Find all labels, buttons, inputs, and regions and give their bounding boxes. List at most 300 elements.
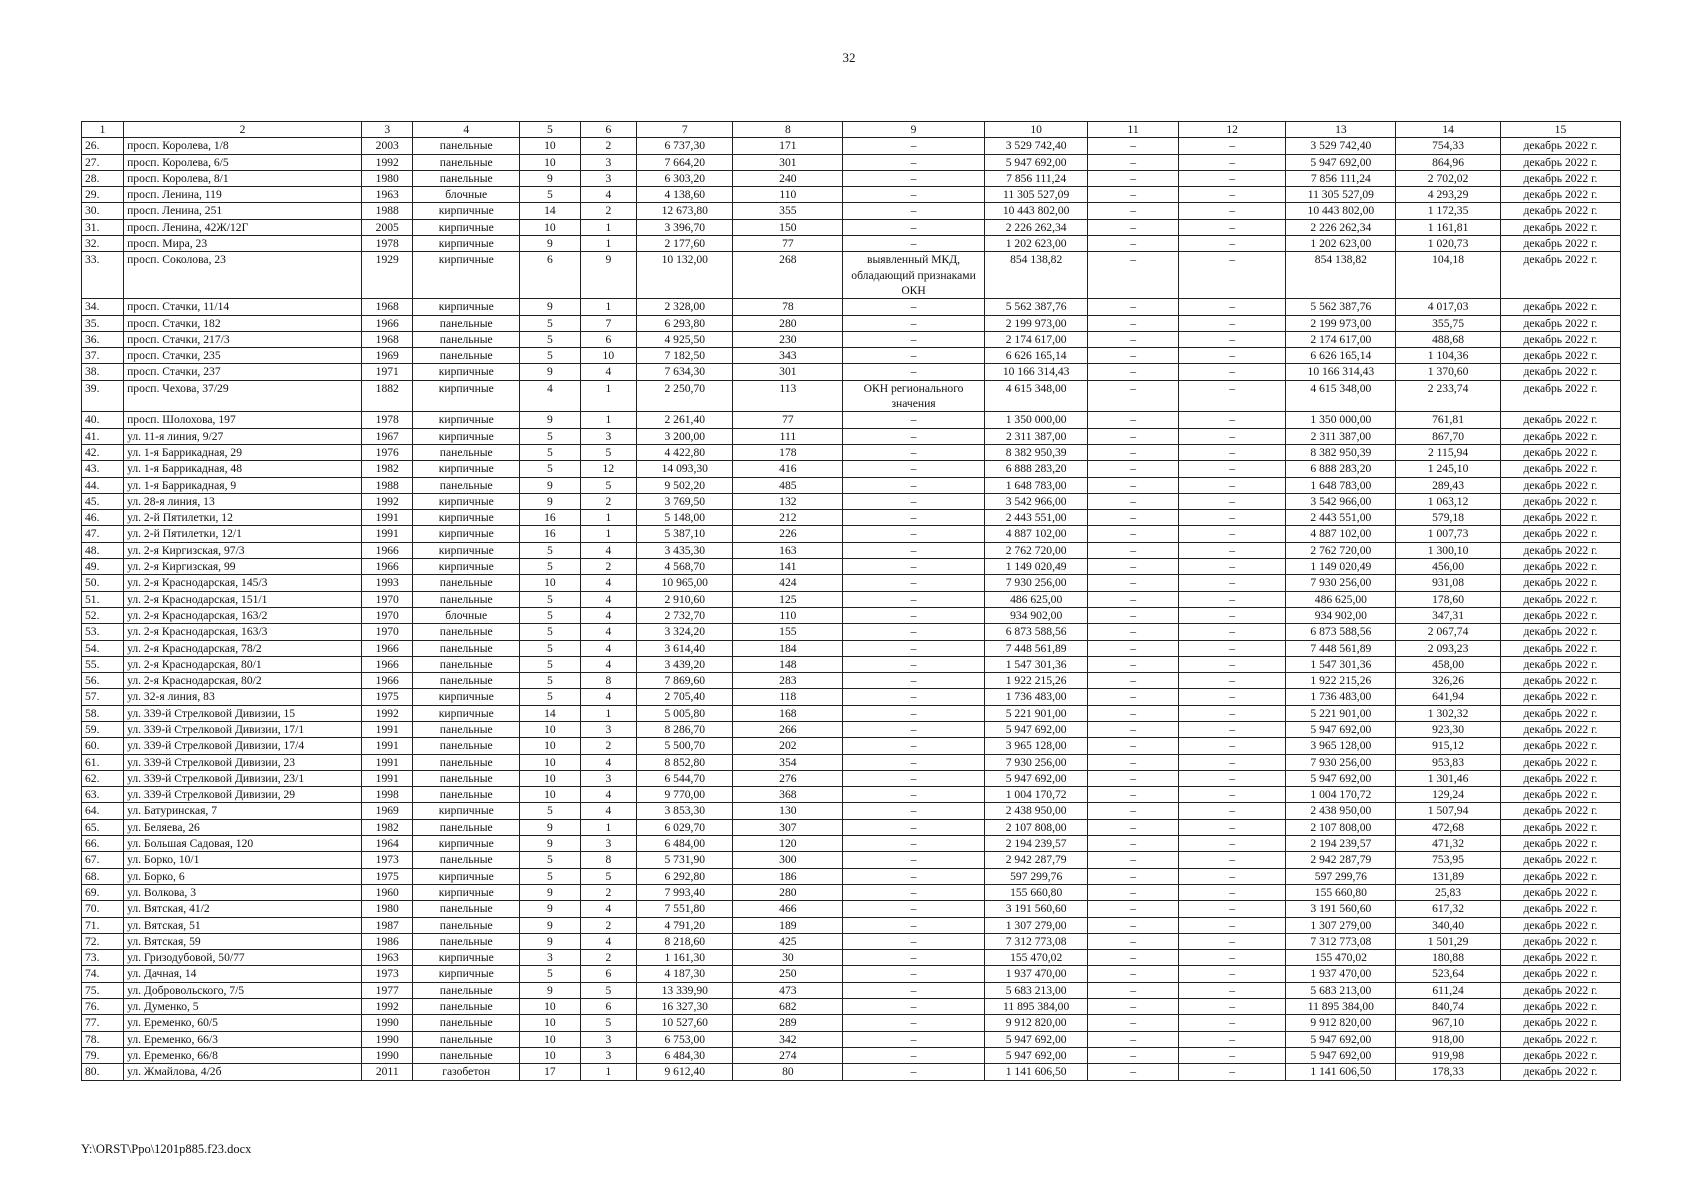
table-cell: 186 bbox=[733, 868, 843, 884]
table-cell: 5 947 692,00 bbox=[1286, 1031, 1396, 1047]
footer-file-path: Y:\ORST\Ppo\1201p885.f23.docx bbox=[81, 1142, 252, 1156]
table-cell: 70. bbox=[82, 901, 124, 917]
table-cell: 2 093,23 bbox=[1396, 640, 1501, 656]
table-cell: декабрь 2022 г. bbox=[1500, 1031, 1620, 1047]
table-row bbox=[82, 999, 1621, 1015]
table-cell: 77 bbox=[733, 412, 843, 428]
table-cell: – bbox=[1088, 770, 1178, 786]
table-cell: 307 bbox=[733, 819, 843, 835]
table-cell: 1 bbox=[580, 380, 636, 412]
table-cell: панельные bbox=[413, 1015, 520, 1031]
table-cell: – bbox=[1088, 493, 1178, 509]
table-cell: панельные bbox=[413, 754, 520, 770]
table-cell: 78. bbox=[82, 1031, 124, 1047]
table-cell: – bbox=[1088, 299, 1178, 315]
table-cell: 5 bbox=[520, 640, 581, 656]
table-cell: 9 bbox=[520, 493, 581, 509]
table-cell: 579,18 bbox=[1396, 510, 1501, 526]
table-cell: 6 bbox=[580, 966, 636, 982]
table-cell: 32. bbox=[82, 236, 124, 252]
table-cell: 1966 bbox=[362, 640, 413, 656]
table-cell: 1969 bbox=[362, 348, 413, 364]
table-cell: 1 736 483,00 bbox=[1286, 689, 1396, 705]
table-cell: 3 396,70 bbox=[637, 219, 733, 235]
table-cell: 2 702,02 bbox=[1396, 170, 1501, 186]
table-row bbox=[82, 640, 1621, 656]
table-cell: – bbox=[1178, 444, 1286, 460]
table-row bbox=[82, 526, 1621, 542]
table-cell: – bbox=[1088, 591, 1178, 607]
table-cell: 1 350 000,00 bbox=[984, 412, 1088, 428]
table-cell: декабрь 2022 г. bbox=[1500, 364, 1620, 380]
table-cell: 1978 bbox=[362, 412, 413, 428]
table-cell: – bbox=[1088, 236, 1178, 252]
table-cell: – bbox=[1178, 219, 1286, 235]
column-number: 5 bbox=[520, 122, 581, 138]
table-cell: 9 bbox=[520, 933, 581, 949]
table-cell: ул. 2-я Краснодарская, 78/2 bbox=[124, 640, 362, 656]
table-cell: 6 bbox=[580, 331, 636, 347]
table-cell: 7 312 773,08 bbox=[984, 933, 1088, 949]
table-cell: 2 bbox=[580, 203, 636, 219]
table-cell: 4 bbox=[580, 624, 636, 640]
table-cell: 79. bbox=[82, 1047, 124, 1063]
table-row bbox=[82, 510, 1621, 526]
table-cell: 71. bbox=[82, 917, 124, 933]
table-cell: – bbox=[1178, 493, 1286, 509]
table-cell: 6 029,70 bbox=[637, 819, 733, 835]
table-cell: – bbox=[843, 510, 985, 526]
table-cell: 867,70 bbox=[1396, 428, 1501, 444]
table-cell: 3 769,50 bbox=[637, 493, 733, 509]
table-cell: ул. 2-я Краснодарская, 145/3 bbox=[124, 575, 362, 591]
table-cell: 74. bbox=[82, 966, 124, 982]
table-cell: 6 873 588,56 bbox=[1286, 624, 1396, 640]
table-cell: 16 327,30 bbox=[637, 999, 733, 1015]
table-cell: 34. bbox=[82, 299, 124, 315]
table-cell: 919,98 bbox=[1396, 1047, 1501, 1063]
table-cell: ул. Еременко, 66/3 bbox=[124, 1031, 362, 1047]
table-cell: 354 bbox=[733, 754, 843, 770]
table-cell: ул. 2-й Пятилетки, 12/1 bbox=[124, 526, 362, 542]
table-cell: – bbox=[843, 999, 985, 1015]
table-cell: 10 bbox=[520, 154, 581, 170]
table-cell: декабрь 2022 г. bbox=[1500, 673, 1620, 689]
table-cell: 2 705,40 bbox=[637, 689, 733, 705]
table-cell: 4 791,20 bbox=[637, 917, 733, 933]
table-cell: 4 017,03 bbox=[1396, 299, 1501, 315]
table-cell: 1966 bbox=[362, 315, 413, 331]
table-cell: 76. bbox=[82, 999, 124, 1015]
table-cell: – bbox=[1178, 299, 1286, 315]
table-cell: 3 bbox=[580, 836, 636, 852]
table-cell: 6 484,30 bbox=[637, 1047, 733, 1063]
table-cell: – bbox=[1088, 477, 1178, 493]
table-cell: 1966 bbox=[362, 559, 413, 575]
table-cell: 10 965,00 bbox=[637, 575, 733, 591]
table-cell: 9 bbox=[580, 252, 636, 299]
table-row bbox=[82, 170, 1621, 186]
table-cell: 8 852,80 bbox=[637, 754, 733, 770]
table-cell: 2 762 720,00 bbox=[1286, 542, 1396, 558]
table-cell: 202 bbox=[733, 738, 843, 754]
table-cell: 4 925,50 bbox=[637, 331, 733, 347]
table-cell: 110 bbox=[733, 607, 843, 623]
table-cell: – bbox=[1088, 852, 1178, 868]
table-cell: 1 648 783,00 bbox=[984, 477, 1088, 493]
column-number: 14 bbox=[1396, 122, 1501, 138]
column-number: 12 bbox=[1178, 122, 1286, 138]
table-cell: 5 bbox=[520, 428, 581, 444]
table-cell: 8 218,60 bbox=[637, 933, 733, 949]
table-cell: 5 bbox=[520, 852, 581, 868]
table-cell: 4 187,30 bbox=[637, 966, 733, 982]
table-cell: 168 bbox=[733, 705, 843, 721]
table-cell: – bbox=[843, 477, 985, 493]
table-cell: – bbox=[1178, 787, 1286, 803]
column-number: 3 bbox=[362, 122, 413, 138]
table-cell: декабрь 2022 г. bbox=[1500, 901, 1620, 917]
table-cell: 1960 bbox=[362, 884, 413, 900]
table-cell: – bbox=[843, 933, 985, 949]
table-cell: – bbox=[843, 219, 985, 235]
table-cell: 1978 bbox=[362, 236, 413, 252]
table-cell: 10 bbox=[520, 575, 581, 591]
table-cell: 1973 bbox=[362, 852, 413, 868]
table-cell: 1963 bbox=[362, 950, 413, 966]
table-cell: 2 438 950,00 bbox=[1286, 803, 1396, 819]
table-cell: 4 568,70 bbox=[637, 559, 733, 575]
table-cell: – bbox=[1088, 428, 1178, 444]
table-cell: – bbox=[1178, 640, 1286, 656]
table-cell: 9 bbox=[520, 819, 581, 835]
table-cell: 3 bbox=[580, 1047, 636, 1063]
table-cell: панельные bbox=[413, 721, 520, 737]
column-number: 13 bbox=[1286, 122, 1396, 138]
table-cell: – bbox=[1088, 999, 1178, 1015]
table-cell: 2 226 262,34 bbox=[1286, 219, 1396, 235]
table-row bbox=[82, 738, 1621, 754]
table-cell: – bbox=[843, 966, 985, 982]
table-cell: 2 bbox=[580, 950, 636, 966]
table-cell: 472,68 bbox=[1396, 819, 1501, 835]
table-cell: – bbox=[843, 575, 985, 591]
table-cell: 25,83 bbox=[1396, 884, 1501, 900]
table-cell: – bbox=[1088, 607, 1178, 623]
table-cell: 5 bbox=[520, 607, 581, 623]
table-cell: 1975 bbox=[362, 689, 413, 705]
table-cell: – bbox=[843, 236, 985, 252]
table-cell: – bbox=[1178, 510, 1286, 526]
table-cell: 3 324,20 bbox=[637, 624, 733, 640]
table-cell: – bbox=[1178, 884, 1286, 900]
table-cell: кирпичные bbox=[413, 203, 520, 219]
table-row bbox=[82, 412, 1621, 428]
table-cell: кирпичные bbox=[413, 380, 520, 412]
table-cell: 9 bbox=[520, 236, 581, 252]
table-row bbox=[82, 607, 1621, 623]
table-cell: 1973 bbox=[362, 966, 413, 982]
table-cell: декабрь 2022 г. bbox=[1500, 933, 1620, 949]
table-cell: 4 bbox=[520, 380, 581, 412]
table-cell: 1992 bbox=[362, 705, 413, 721]
table-cell: 1982 bbox=[362, 819, 413, 835]
table-cell: декабрь 2022 г. bbox=[1500, 138, 1620, 154]
table-cell: 326,26 bbox=[1396, 673, 1501, 689]
table-cell: панельные bbox=[413, 738, 520, 754]
table-cell: 1 161,81 bbox=[1396, 219, 1501, 235]
table-cell: 1991 bbox=[362, 754, 413, 770]
table-cell: – bbox=[843, 852, 985, 868]
table-cell: 5 bbox=[520, 966, 581, 982]
table-cell: – bbox=[843, 493, 985, 509]
table-cell: декабрь 2022 г. bbox=[1500, 348, 1620, 364]
table-cell: 9 bbox=[520, 477, 581, 493]
table-row bbox=[82, 705, 1621, 721]
table-cell: 4 bbox=[580, 591, 636, 607]
table-cell: – bbox=[1088, 444, 1178, 460]
table-cell: 355 bbox=[733, 203, 843, 219]
table-cell: 163 bbox=[733, 542, 843, 558]
table-cell: декабрь 2022 г. bbox=[1500, 836, 1620, 852]
table-cell: 7 312 773,08 bbox=[1286, 933, 1396, 949]
table-cell: 212 bbox=[733, 510, 843, 526]
table-cell: – bbox=[1088, 348, 1178, 364]
column-number: 11 bbox=[1088, 122, 1178, 138]
table-cell: 2 762 720,00 bbox=[984, 542, 1088, 558]
table-cell: просп. Ленина, 119 bbox=[124, 187, 362, 203]
table-cell: ул. Вятская, 59 bbox=[124, 933, 362, 949]
table-cell: 7 930 256,00 bbox=[1286, 754, 1396, 770]
table-cell: 1968 bbox=[362, 299, 413, 315]
table-cell: 6 626 165,14 bbox=[1286, 348, 1396, 364]
table-cell: – bbox=[1088, 933, 1178, 949]
table-cell: 1 547 301,36 bbox=[984, 656, 1088, 672]
table-cell: 61. bbox=[82, 754, 124, 770]
table-cell: декабрь 2022 г. bbox=[1500, 559, 1620, 575]
table-cell: ул. Борко, 6 bbox=[124, 868, 362, 884]
table-row bbox=[82, 754, 1621, 770]
table-cell: – bbox=[1178, 364, 1286, 380]
table-cell: 1991 bbox=[362, 510, 413, 526]
table-cell: панельные bbox=[413, 154, 520, 170]
table-cell: – bbox=[1088, 364, 1178, 380]
table-cell: 5 387,10 bbox=[637, 526, 733, 542]
table-cell: 1 307 279,00 bbox=[984, 917, 1088, 933]
table-cell: 1976 bbox=[362, 444, 413, 460]
table-cell: кирпичные bbox=[413, 542, 520, 558]
table-cell: 49. bbox=[82, 559, 124, 575]
table-cell: – bbox=[843, 542, 985, 558]
table-cell: кирпичные bbox=[413, 510, 520, 526]
table-cell: 3 200,00 bbox=[637, 428, 733, 444]
table-cell: 2003 bbox=[362, 138, 413, 154]
table-cell: 130 bbox=[733, 803, 843, 819]
table-cell: – bbox=[1178, 1047, 1286, 1063]
table-cell: 9 bbox=[520, 836, 581, 852]
table-cell: 280 bbox=[733, 315, 843, 331]
table-cell: декабрь 2022 г. bbox=[1500, 444, 1620, 460]
table-cell: кирпичные bbox=[413, 412, 520, 428]
table-cell: – bbox=[1178, 803, 1286, 819]
table-cell: 10 527,60 bbox=[637, 1015, 733, 1031]
table-cell: 1 300,10 bbox=[1396, 542, 1501, 558]
table-cell: 64. bbox=[82, 803, 124, 819]
table-cell: 1966 bbox=[362, 542, 413, 558]
table-cell: 840,74 bbox=[1396, 999, 1501, 1015]
table-cell: декабрь 2022 г. bbox=[1500, 884, 1620, 900]
table-cell: – bbox=[1178, 738, 1286, 754]
table-cell: 67. bbox=[82, 852, 124, 868]
table-cell: 266 bbox=[733, 721, 843, 737]
table-cell: 967,10 bbox=[1396, 1015, 1501, 1031]
table-cell: 1 501,29 bbox=[1396, 933, 1501, 949]
table-cell: 9 bbox=[520, 982, 581, 998]
table-cell: – bbox=[843, 1031, 985, 1047]
table-cell: – bbox=[843, 364, 985, 380]
table-cell: 35. bbox=[82, 315, 124, 331]
table-cell: 1990 bbox=[362, 1015, 413, 1031]
table-cell: 4 bbox=[580, 640, 636, 656]
table-cell: 301 bbox=[733, 154, 843, 170]
table-cell: – bbox=[1088, 689, 1178, 705]
table-cell: 1 301,46 bbox=[1396, 770, 1501, 786]
table-cell: 5 683 213,00 bbox=[1286, 982, 1396, 998]
table-cell: 5 bbox=[520, 624, 581, 640]
table-cell: – bbox=[1178, 1031, 1286, 1047]
table-cell: 10 bbox=[520, 138, 581, 154]
table-cell: 75. bbox=[82, 982, 124, 998]
table-cell: декабрь 2022 г. bbox=[1500, 510, 1620, 526]
table-cell: 65. bbox=[82, 819, 124, 835]
table-cell: кирпичные bbox=[413, 493, 520, 509]
table-cell: 10 bbox=[520, 1015, 581, 1031]
table-cell: – bbox=[843, 331, 985, 347]
table-cell: – bbox=[1088, 380, 1178, 412]
table-cell: декабрь 2022 г. bbox=[1500, 803, 1620, 819]
table-cell: 10 bbox=[580, 348, 636, 364]
table-cell: декабрь 2022 г. bbox=[1500, 170, 1620, 186]
table-cell: 289,43 bbox=[1396, 477, 1501, 493]
table-cell: 44. bbox=[82, 477, 124, 493]
table-cell: декабрь 2022 г. bbox=[1500, 412, 1620, 428]
table-cell: 1 245,10 bbox=[1396, 461, 1501, 477]
table-cell: блочные bbox=[413, 607, 520, 623]
table-cell: 6 292,80 bbox=[637, 868, 733, 884]
table-cell: 2 910,60 bbox=[637, 591, 733, 607]
table-cell: 7 551,80 bbox=[637, 901, 733, 917]
table-cell: 48. bbox=[82, 542, 124, 558]
table-cell: – bbox=[843, 624, 985, 640]
table-cell: декабрь 2022 г. bbox=[1500, 738, 1620, 754]
table-cell: кирпичные bbox=[413, 836, 520, 852]
table-cell: 33. bbox=[82, 252, 124, 299]
table-cell: 5 bbox=[520, 187, 581, 203]
housing-table bbox=[81, 121, 1621, 1081]
table-cell: – bbox=[843, 721, 985, 737]
table-cell: декабрь 2022 г. bbox=[1500, 852, 1620, 868]
table-cell: 1 736 483,00 bbox=[984, 689, 1088, 705]
table-cell: 1 937 470,00 bbox=[984, 966, 1088, 982]
table-cell: кирпичные bbox=[413, 428, 520, 444]
table-cell: – bbox=[1088, 624, 1178, 640]
table-cell: 68. bbox=[82, 868, 124, 884]
table-cell: 1982 bbox=[362, 461, 413, 477]
table-cell: 2 261,40 bbox=[637, 412, 733, 428]
table-cell: 3 542 966,00 bbox=[984, 493, 1088, 509]
table-cell: 1966 bbox=[362, 673, 413, 689]
table-cell: 2 174 617,00 bbox=[1286, 331, 1396, 347]
table-cell: 343 bbox=[733, 348, 843, 364]
table-cell: 7 930 256,00 bbox=[1286, 575, 1396, 591]
table-cell: 55. bbox=[82, 656, 124, 672]
table-cell: газобетон bbox=[413, 1064, 520, 1080]
table-cell: 1968 bbox=[362, 331, 413, 347]
table-cell: – bbox=[843, 1064, 985, 1080]
table-cell: 54. bbox=[82, 640, 124, 656]
table-cell: 915,12 bbox=[1396, 738, 1501, 754]
table-cell: – bbox=[1178, 868, 1286, 884]
table-cell: 9 bbox=[520, 299, 581, 315]
table-cell: 9 770,00 bbox=[637, 787, 733, 803]
table-cell: ул. 2-я Краснодарская, 151/1 bbox=[124, 591, 362, 607]
table-cell: – bbox=[843, 299, 985, 315]
table-cell: – bbox=[843, 950, 985, 966]
table-cell: 1991 bbox=[362, 721, 413, 737]
table-cell: 1 007,73 bbox=[1396, 526, 1501, 542]
table-cell: 1992 bbox=[362, 999, 413, 1015]
table-cell: 148 bbox=[733, 656, 843, 672]
table-cell: 473 bbox=[733, 982, 843, 998]
table-cell: 5 562 387,76 bbox=[984, 299, 1088, 315]
table-cell: 1 547 301,36 bbox=[1286, 656, 1396, 672]
table-cell: – bbox=[1088, 836, 1178, 852]
table-cell: 3 439,20 bbox=[637, 656, 733, 672]
table-cell: декабрь 2022 г. bbox=[1500, 966, 1620, 982]
table-cell: 5 500,70 bbox=[637, 738, 733, 754]
table-cell: 1992 bbox=[362, 154, 413, 170]
table-cell: ул. Батуринская, 7 bbox=[124, 803, 362, 819]
table-cell: 1988 bbox=[362, 477, 413, 493]
table-cell: 6 888 283,20 bbox=[984, 461, 1088, 477]
table-cell: 2 bbox=[580, 559, 636, 575]
table-cell: – bbox=[1088, 819, 1178, 835]
table-cell: 5 947 692,00 bbox=[984, 1047, 1088, 1063]
table-cell: 14 bbox=[520, 203, 581, 219]
table-cell: 268 bbox=[733, 252, 843, 299]
table-cell: – bbox=[1088, 640, 1178, 656]
table-cell: 1980 bbox=[362, 901, 413, 917]
table-cell: 2 194 239,57 bbox=[1286, 836, 1396, 852]
table-cell: 2 177,60 bbox=[637, 236, 733, 252]
table-cell: 66. bbox=[82, 836, 124, 852]
table-cell: 1929 bbox=[362, 252, 413, 299]
table-cell: 300 bbox=[733, 852, 843, 868]
table-row bbox=[82, 819, 1621, 835]
table-cell: 1 161,30 bbox=[637, 950, 733, 966]
table-cell: 416 bbox=[733, 461, 843, 477]
table-cell: 1 bbox=[580, 412, 636, 428]
table-cell: просп. Мира, 23 bbox=[124, 236, 362, 252]
table-cell: кирпичные bbox=[413, 252, 520, 299]
table-cell: 10 bbox=[520, 770, 581, 786]
table-cell: 5 221 901,00 bbox=[1286, 705, 1396, 721]
table-cell: декабрь 2022 г. bbox=[1500, 380, 1620, 412]
table-row bbox=[82, 689, 1621, 705]
table-cell: – bbox=[843, 428, 985, 444]
table-cell: 73. bbox=[82, 950, 124, 966]
table-cell: – bbox=[1088, 575, 1178, 591]
